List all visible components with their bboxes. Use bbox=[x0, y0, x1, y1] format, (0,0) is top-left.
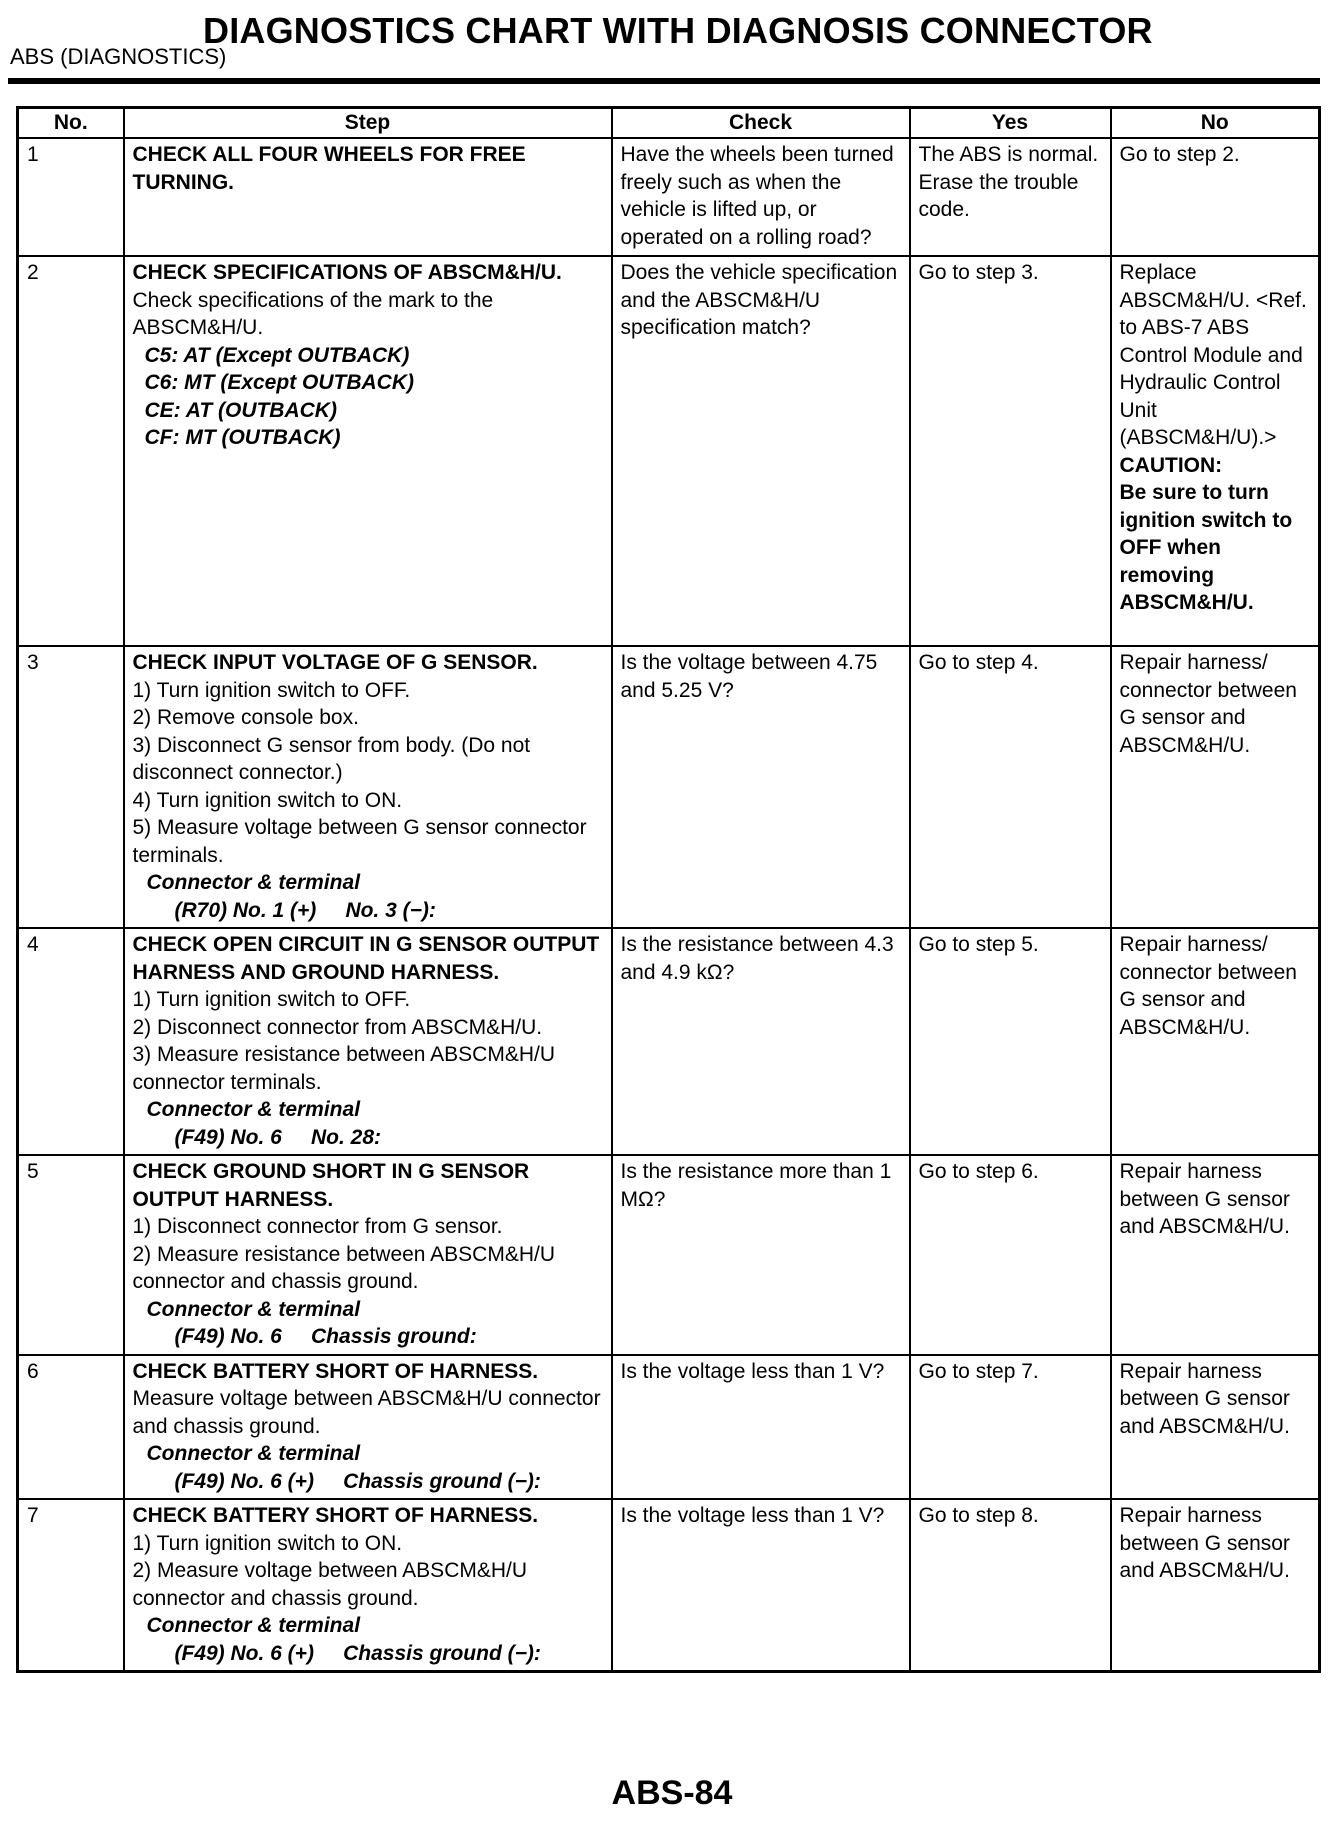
step-instruction: 1) Turn ignition switch to OFF. bbox=[132, 678, 411, 702]
check-cell: Is the voltage less than 1 V? bbox=[612, 1499, 910, 1672]
no-cell: Go to step 2. bbox=[1111, 138, 1320, 256]
step-instruction: Measure voltage between ABSCM&H/U connector and chassis ground. bbox=[132, 1387, 601, 1438]
table-header-row bbox=[18, 108, 1320, 139]
yes-cell: Go to step 8. bbox=[910, 1499, 1111, 1672]
step-instruction: 2) Measure voltage between ABSCM&H/U connector and chassis ground. bbox=[132, 1559, 528, 1610]
step-instruction: 2) Remove console box. bbox=[132, 706, 359, 729]
step-cell bbox=[124, 138, 612, 256]
step-cell bbox=[124, 256, 612, 646]
step-number: 3 bbox=[18, 646, 124, 928]
yes-cell: The ABS is normal. Erase the trouble code. bbox=[910, 138, 1111, 256]
no-cell: Repair harness between G sensor and ABSCM&H/U. bbox=[1111, 1499, 1320, 1672]
spec-item: C5: AT (Except OUTBACK) bbox=[144, 343, 410, 367]
no-cell: Repair harness between G sensor and ABSCM&H/U. bbox=[1111, 1155, 1320, 1355]
step-cell bbox=[124, 1155, 612, 1355]
step-title: CHECK BATTERY SHORT OF HARNESS. bbox=[132, 1504, 539, 1527]
check-cell: Does the vehicle specification and the ABSCM&H/U specification match? bbox=[612, 256, 910, 646]
table-row bbox=[18, 1155, 1320, 1355]
table-row bbox=[18, 1355, 1320, 1500]
column-header-yes: Yes bbox=[910, 108, 1111, 139]
diagnostics-table bbox=[16, 106, 1321, 1673]
spec-item: CE: AT (OUTBACK) bbox=[144, 398, 337, 422]
no-cell: Repair harness/ connector between G sensor and ABSCM&H/U. bbox=[1111, 928, 1320, 1155]
step-instruction: 1) Disconnect connector from G sensor. bbox=[132, 1215, 503, 1238]
step-title: CHECK BATTERY SHORT OF HARNESS. bbox=[132, 1359, 539, 1383]
step-instruction: 1) Turn ignition switch to OFF. bbox=[132, 988, 411, 1011]
check-cell: Is the resistance between 4.3 and 4.9 kΩ? bbox=[612, 928, 910, 1155]
yes-cell: Go to step 3. bbox=[910, 256, 1111, 646]
terminal-spec: (F49) No. 6 No. 28: bbox=[174, 1125, 382, 1149]
step-cell bbox=[124, 646, 612, 928]
step-title: CHECK INPUT VOLTAGE OF G SENSOR. bbox=[132, 651, 538, 674]
check-cell: Is the voltage between 4.75 and 5.25 V? bbox=[612, 646, 910, 928]
check-cell: Is the resistance more than 1 MΩ? bbox=[612, 1155, 910, 1355]
check-cell: Have the wheels been turned freely such as when the vehicle is lifted up, or operated on a rolling road? bbox=[612, 138, 910, 256]
step-instruction: 4) Turn ignition switch to ON. bbox=[132, 788, 403, 812]
step-instruction: 2) Disconnect connector from ABSCM&H/U. bbox=[132, 1015, 543, 1039]
table-row bbox=[18, 138, 1320, 256]
step-cell bbox=[124, 1499, 612, 1672]
step-title: CHECK GROUND SHORT IN G SENSOR OUTPUT HARNESS. bbox=[132, 1160, 530, 1211]
spec-item: CF: MT (OUTBACK) bbox=[144, 426, 341, 449]
column-header-check: Check bbox=[612, 108, 910, 139]
step-title: CHECK OPEN CIRCUIT IN G SENSOR OUTPUT HARNESS AND GROUND HARNESS. bbox=[132, 933, 600, 984]
step-instruction: 1) Turn ignition switch to ON. bbox=[132, 1531, 403, 1555]
section-subtitle: ABS (DIAGNOSTICS) bbox=[10, 44, 227, 69]
table-row bbox=[18, 928, 1320, 1155]
step-title: CHECK SPECIFICATIONS OF ABSCM&H/U. bbox=[132, 261, 562, 284]
step-number: 4 bbox=[18, 928, 124, 1155]
no-cell bbox=[1111, 256, 1320, 646]
yes-cell: Go to step 5. bbox=[910, 928, 1111, 1155]
caution-text: Be sure to turn ignition switch to OFF when removing ABSCM&H/U. bbox=[1119, 481, 1293, 614]
caution-label: CAUTION: bbox=[1119, 453, 1223, 477]
yes-cell: Go to step 6. bbox=[910, 1155, 1111, 1355]
step-number: 6 bbox=[18, 1355, 124, 1500]
no-action: Replace ABSCM&H/U. <Ref. to ABS-7 ABS Control Module and Hydraulic Control Unit (ABSCM&H/U).> bbox=[1119, 261, 1307, 449]
column-header-no-result: No bbox=[1111, 108, 1320, 139]
page-title: DIAGNOSTICS CHART WITH DIAGNOSIS CONNECTOR bbox=[203, 10, 1153, 51]
step-cell bbox=[124, 1355, 612, 1500]
table-row bbox=[18, 1499, 1320, 1672]
step-number: 1 bbox=[18, 138, 124, 256]
step-instruction: 5) Measure voltage between G sensor connector terminals. bbox=[132, 816, 587, 867]
terminal-spec: (F49) No. 6 Chassis ground: bbox=[174, 1325, 477, 1348]
step-instruction: 2) Measure resistance between ABSCM&H/U connector and chassis ground. bbox=[132, 1242, 556, 1293]
step-number: 5 bbox=[18, 1155, 124, 1355]
step-instruction: 3) Disconnect G sensor from body. (Do not disconnect connector.) bbox=[132, 733, 531, 784]
terminal-spec: (R70) No. 1 (+) No. 3 (−): bbox=[174, 898, 436, 922]
connector-label: Connector & terminal bbox=[146, 1442, 361, 1465]
column-header-no: No. bbox=[18, 108, 124, 139]
connector-label: Connector & terminal bbox=[146, 1614, 361, 1637]
connector-label: Connector & terminal bbox=[146, 1297, 361, 1321]
step-instruction: Check specifications of the mark to the ABSCM&H/U. bbox=[132, 288, 494, 339]
table-row bbox=[18, 256, 1320, 646]
step-title: CHECK ALL FOUR WHEELS FOR FREE TURNING. bbox=[132, 143, 526, 194]
spec-item: C6: MT (Except OUTBACK) bbox=[144, 371, 415, 394]
step-instruction: 3) Measure resistance between ABSCM&H/U connector terminals. bbox=[132, 1043, 556, 1094]
connector-label: Connector & terminal bbox=[146, 1098, 361, 1121]
yes-cell: Go to step 4. bbox=[910, 646, 1111, 928]
step-number: 2 bbox=[18, 256, 124, 646]
terminal-spec: (F49) No. 6 (+) Chassis ground (−): bbox=[174, 1469, 541, 1493]
terminal-spec: (F49) No. 6 (+) Chassis ground (−): bbox=[174, 1641, 541, 1665]
no-cell: Repair harness between G sensor and ABSCM&H/U. bbox=[1111, 1355, 1320, 1500]
column-header-step: Step bbox=[124, 108, 612, 139]
step-number: 7 bbox=[18, 1499, 124, 1672]
check-cell: Is the voltage less than 1 V? bbox=[612, 1355, 910, 1500]
step-cell bbox=[124, 928, 612, 1155]
table-row bbox=[18, 646, 1320, 928]
no-cell: Repair harness/ connector between G sensor and ABSCM&H/U. bbox=[1111, 646, 1320, 928]
connector-label: Connector & terminal bbox=[146, 871, 361, 894]
yes-cell: Go to step 7. bbox=[910, 1355, 1111, 1500]
header-rule bbox=[8, 78, 1320, 84]
page-number: ABS-84 bbox=[611, 1774, 733, 1812]
